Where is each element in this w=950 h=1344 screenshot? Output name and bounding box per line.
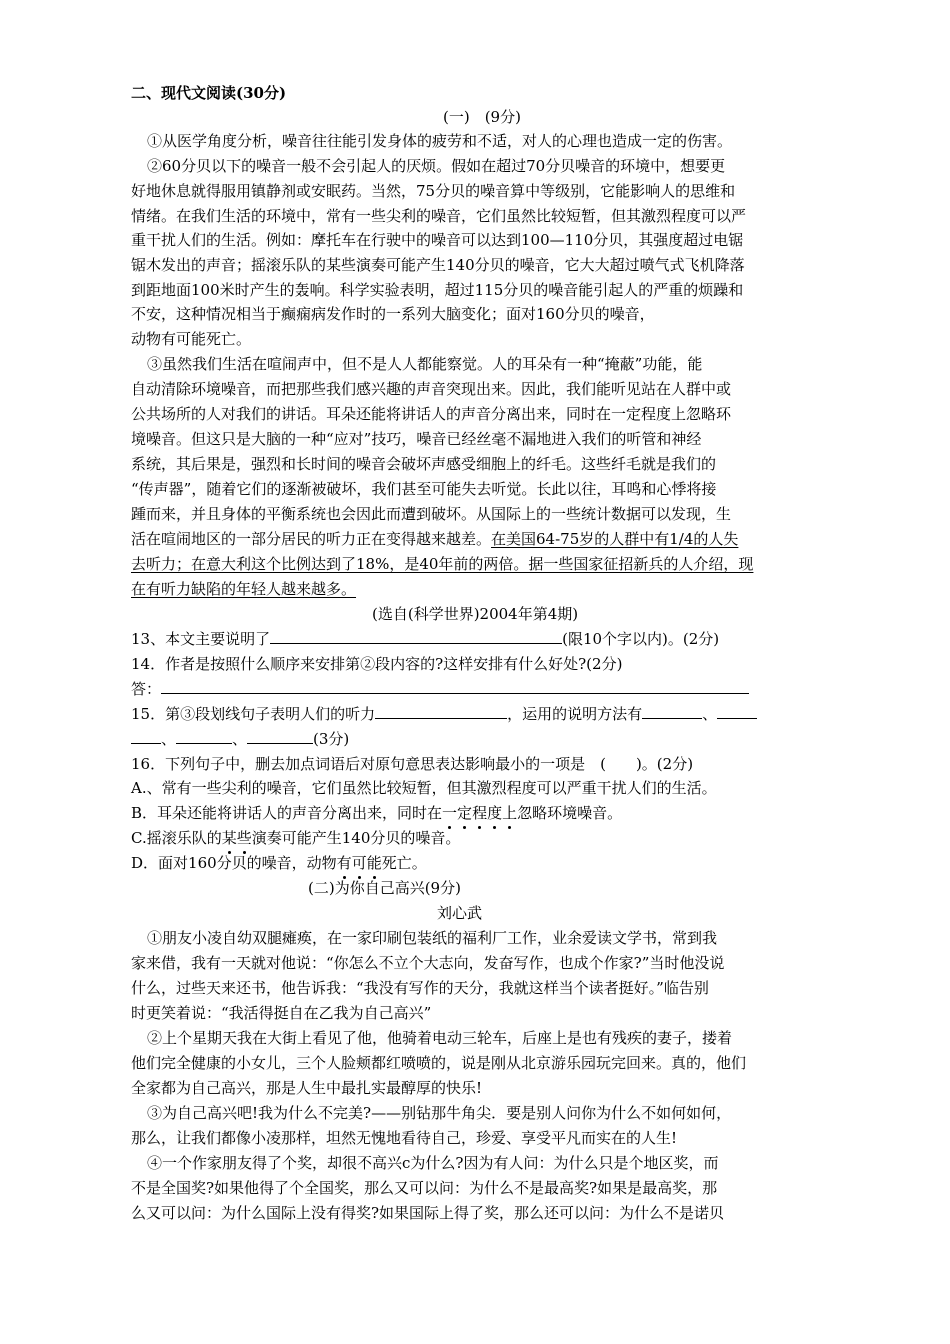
underlined-sentence: 去听力；在意大利这个比例达到了18%，是40年前的两倍。据一些国家征招新兵的人介绍，现 bbox=[131, 555, 754, 573]
underlined-sentence: 在美国64-75岁的人群中有1/4的人失 bbox=[491, 530, 739, 548]
passage2-para2-line: 他们完全健康的小女儿，三个人脸颊都红喷喷的，说是刚从北京游乐园玩完回来。真的，他们 bbox=[131, 1054, 747, 1072]
dotted-char: 些 bbox=[236, 829, 252, 847]
passage2-para1-line: 什么，过些天来还书，他告诉我：“我没有写作的天分，我就这样当个读者挺好。”临告别 bbox=[131, 979, 709, 997]
answer-blank[interactable] bbox=[270, 629, 562, 644]
passage1-para2-line: ②60分贝以下的噪音一般不会引起人的厌烦。假如在超过70分贝噪音的环境中，想要更 bbox=[147, 157, 726, 175]
answer-blank[interactable] bbox=[247, 729, 313, 744]
dotted-word bbox=[442, 804, 517, 822]
answer-blank[interactable] bbox=[131, 729, 161, 744]
dotted-char: 可 bbox=[351, 854, 367, 872]
passage1-para3-line: 境噪音。但这只是大脑的一种“应对”技巧，噪音已经丝毫不漏地进入我们的听管和神经 bbox=[131, 430, 702, 448]
passage2-para3-line: 那么，让我们都像小凌那样，坦然无愧地看待自己，珍爱、享受平凡而实在的人生! bbox=[131, 1129, 678, 1147]
passage1-para1: ①从医学角度分析，噪音往往能引发身体的疲劳和不适，对人的心理也造成一定的伤害。 bbox=[147, 132, 733, 150]
passage1-para3-line: “传声器”，随着它们的逐渐被破坏，我们甚至可能失去听觉。长此以往，耳鸣和心悸将接 bbox=[131, 480, 717, 498]
passage1-para2-line: 情绪。在我们生活的环境中，常有一些尖利的噪音，它们虽然比较短暂，但其激烈程度可以严 bbox=[131, 207, 747, 225]
passage1-para3-line: 踵而来，并且身体的平衡系统也会因此而遭到破坏。从国际上的一些统计数据可以发现，生 bbox=[131, 505, 732, 523]
passage1-para2-line: 不安，这种情况相当于癫痫病发作时的一系列大脑变化；面对160分贝的噪音， bbox=[131, 305, 655, 323]
passage1-para3-line: 自动清除环境噪音，而把那些我们感兴趣的声音突现出来。因此，我们能听见站在人群中或 bbox=[131, 380, 732, 398]
dotted-char: 有 bbox=[336, 854, 352, 872]
passage2-author: 刘心武 bbox=[437, 904, 483, 922]
underlined-sentence: 在有听力缺陷的年轻人越来越多。 bbox=[131, 580, 357, 598]
passage1-heading: (一) (9分) bbox=[443, 108, 521, 126]
passage1-para3-line: 公共场所的人对我们的讲话。耳朵还能将讲话人的声音分离出来，同时在一定程度上忽略环 bbox=[131, 405, 732, 423]
dotted-char: 上 bbox=[502, 804, 518, 822]
passage1-para3-line bbox=[131, 528, 738, 550]
passage2-para1-line: 家来借，我有一天就对他说：“你怎么不立个大志向，发奋写作，也成个作家?”当时他没说 bbox=[131, 954, 725, 972]
passage1-para3-line: ③虽然我们生活在喧闹声中，但不是人人都能察觉。人的耳朵有一种“掩蔽”功能，能 bbox=[147, 355, 703, 373]
passage2-para4-line: 么又可以问：为什么国际上没有得奖?如果国际上得了奖，那么还可以问：为什么不是诺贝 bbox=[131, 1204, 725, 1222]
question-16-option-b[interactable]: B．耳朵还能将讲话人的声音分离出来，同时在一定程度上忽略环境噪音。 bbox=[131, 804, 623, 822]
passage1-para2-line: 好地休息就得服用镇静剂或安眠药。当然，75分贝的噪音算中等级别，它能影响人的思维和 bbox=[131, 182, 736, 200]
dotted-word bbox=[222, 829, 252, 847]
passage2-para1-line: ①朋友小凌自幼双腿瘫痪，在一家印刷包装纸的福利厂工作，业余爱读文学书，常到我 bbox=[147, 929, 718, 947]
passage2-para4-line: 不是全国奖?如果他得了个全国奖，那么又可以问：为什么不是最高奖?如果是最高奖，那 bbox=[131, 1179, 718, 1197]
passage2-para2-line: 全家都为自己高兴，那是人生中最扎实最醇厚的快乐! bbox=[131, 1079, 483, 1097]
passage1-para2-line: 动物有可能死亡。 bbox=[131, 330, 252, 348]
dotted-char: 一 bbox=[442, 804, 458, 822]
passage2-para4-line: ④一个作家朋友得了个奖，却很不高兴c为什么?因为有人问：为什么只是个地区奖，而 bbox=[147, 1154, 719, 1172]
passage1-para2-line: 重干扰人们的生活。例如：摩托车在行驶中的噪音可以达到100—110分贝，其强度超过电锯 bbox=[131, 231, 744, 249]
dotted-char: 能 bbox=[366, 854, 382, 872]
answer-blank[interactable] bbox=[161, 679, 749, 694]
passage1-para3-text: 活在喧闹地区的一部分居民的听力正在变得越来越差。 bbox=[131, 530, 492, 548]
passage2-para2-line: ②上个星期天我在大街上看见了他，他骑着电动三轮车，后座上是也有残疾的妻子，搂着 bbox=[147, 1029, 733, 1047]
question-16-option-a[interactable]: A.、常有一些尖利的噪音，它们虽然比较短暂，但其激烈程度可以严重干扰人们的生活。 bbox=[131, 779, 717, 797]
question-15-cont: 、 、 (3分) bbox=[131, 728, 349, 750]
question-16-option-d[interactable]: D．面对160分贝的噪音，动物有可能死亡。 bbox=[131, 854, 427, 872]
question-14-answer: 答： bbox=[131, 678, 749, 700]
question-16-option-c[interactable]: C.摇滚乐队的某些演奏可能产生140分贝的噪音。 bbox=[131, 829, 461, 847]
passage1-para3-line: 系统，其后果是，强烈和长时间的噪音会破坏声感受细胞上的纤毛。这些纤毛就是我们的 bbox=[131, 455, 717, 473]
passage1-para2-line: 到距地面100米时产生的轰响。科学实验表明，超过115分贝的噪音能引起人的严重的烦躁和 bbox=[131, 281, 744, 299]
dotted-word bbox=[337, 854, 382, 872]
answer-blank[interactable] bbox=[717, 704, 757, 719]
answer-blank[interactable] bbox=[176, 729, 232, 744]
question-13: 13、本文主要说明了 (限10个字以内)。(2分) bbox=[131, 630, 720, 648]
question-15: 15．第③段划线句子表明人们的听力 ，运用的说明方法有 、 bbox=[131, 703, 757, 725]
question-16: 16．下列句子中，删去加点词语后对原句意思表达影响最小的一项是 ( )。(2分) bbox=[131, 755, 694, 773]
dotted-char: 程 bbox=[472, 804, 488, 822]
passage2-heading: (二)为你自己高兴(9分) bbox=[308, 879, 461, 897]
passage1-para2-line: 锯木发出的声音；摇滚乐队的某些演奏可能产生140分贝的噪音，它大大超过喷气式飞机降落 bbox=[131, 256, 745, 274]
dotted-char: 定 bbox=[457, 804, 473, 822]
passage1-source: (选自(科学世界)2004年第4期) bbox=[372, 605, 579, 623]
section-title: 二、现代文阅读(30分) bbox=[131, 84, 287, 102]
question-14: 14．作者是按照什么顺序来安排第②段内容的?这样安排有什么好处?(2分) bbox=[131, 655, 623, 673]
passage2-para3-line: ③为自己高兴吧!我为什么不完美?——别钻那牛角尖．要是别人问你为什么不如何如何， bbox=[147, 1104, 732, 1122]
answer-blank[interactable] bbox=[375, 704, 507, 719]
passage2-para1-line: 时更笑着说：“我活得挺自在乙我为自己高兴” bbox=[131, 1004, 432, 1022]
dotted-char: 某 bbox=[221, 829, 237, 847]
dotted-char: 度 bbox=[487, 804, 503, 822]
answer-blank[interactable] bbox=[642, 704, 702, 719]
